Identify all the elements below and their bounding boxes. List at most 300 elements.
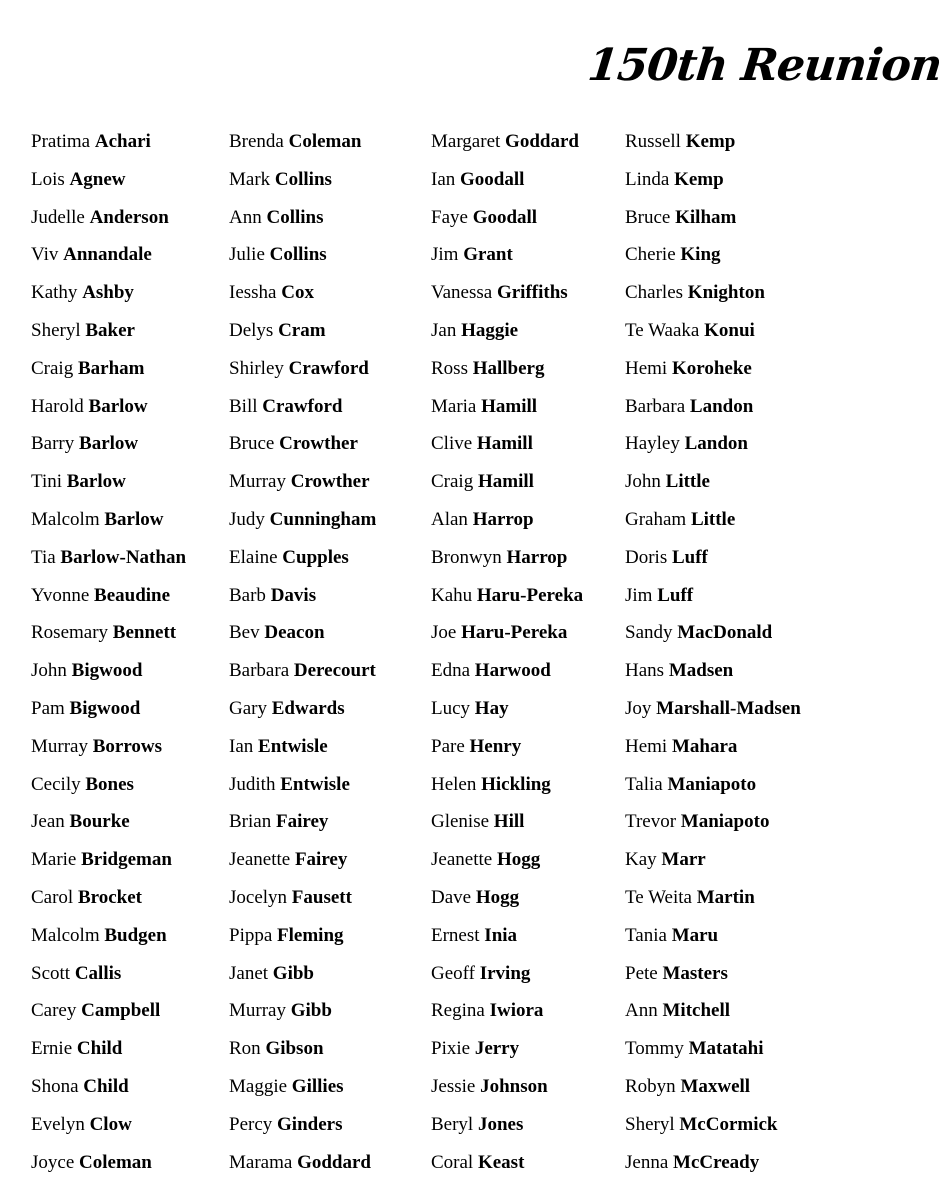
name-entry [625,161,801,199]
last-name: Hamill [477,471,534,493]
first-name: Tommy [625,1038,684,1060]
name-entry [431,123,583,161]
first-name: Jessie [431,1075,476,1097]
last-name: Haru-Pereka [461,622,568,644]
last-name: Irving [479,962,531,984]
last-name: Cunningham [269,508,377,530]
name-entry [625,728,801,766]
last-name: Harwood [474,660,551,682]
first-name: Shona [31,1075,79,1097]
last-name: Mitchell [662,1000,731,1022]
first-name: John [625,471,661,493]
first-name: Carey [31,1000,77,1022]
last-name: Jones [477,1113,524,1135]
first-name: Kahu [431,584,473,606]
name-entry [625,917,801,955]
last-name: Henry [469,735,522,757]
last-name: Clow [89,1113,132,1135]
first-name: Brenda [229,131,284,152]
first-name: Ernie [31,1038,73,1060]
name-column-2 [229,123,376,1181]
first-name: Cecily [31,773,81,795]
first-name: Delys [229,319,274,341]
last-name: Crawford [262,395,343,417]
last-name: Harrop [472,508,534,530]
first-name: Ann [625,1000,658,1022]
first-name: Hemi [625,357,668,379]
name-entry [431,1144,583,1182]
name-entry [31,539,186,577]
name-entry [431,501,583,539]
last-name: Achari [94,131,151,152]
last-name: Derecourt [293,660,376,682]
last-name: Bigwood [71,660,143,682]
first-name: Tini [31,471,62,493]
name-entry [431,274,583,312]
first-name: Judy [229,508,265,530]
name-entry [625,577,801,615]
last-name: Maniapoto [667,773,757,795]
name-entry [229,350,376,388]
last-name: Barlow [66,471,126,493]
last-name: Hamill [481,395,538,417]
name-entry [31,501,186,539]
first-name: Julie [229,244,265,266]
name-entry [625,992,801,1030]
name-entry [625,690,801,728]
name-entry [625,388,801,426]
first-name: Pare [431,735,465,757]
last-name: Hay [474,697,509,719]
first-name: Pratima [31,131,91,152]
first-name: Te Waaka [625,319,700,341]
first-name: Ernest [431,924,480,946]
first-name: Jim [625,584,653,606]
first-name: Beryl [431,1113,474,1135]
name-entry [431,766,583,804]
name-entry [31,236,186,274]
name-entry [431,917,583,955]
last-name: King [680,244,721,266]
name-entry [31,917,186,955]
name-entry [229,955,376,993]
last-name: Barlow [88,395,148,417]
last-name: Borrows [92,735,163,757]
last-name: Konui [704,319,755,341]
last-name: Davis [270,584,317,606]
last-name: Kilham [675,206,737,228]
name-entry [625,1030,801,1068]
name-entry [229,690,376,728]
name-column-3 [431,123,583,1181]
name-entry [431,350,583,388]
first-name: Sheryl [625,1113,675,1135]
name-entry [31,841,186,879]
last-name: Gillies [291,1075,344,1097]
first-name: Barry [31,433,75,455]
first-name: Iessha [229,282,277,304]
last-name: Gibb [272,962,314,984]
last-name: Goodall [472,206,538,228]
last-name: Collins [266,206,324,228]
last-name: Madsen [668,660,734,682]
last-name: Deacon [264,622,325,644]
name-entry [431,539,583,577]
first-name: Coral [431,1151,474,1173]
name-entry [625,236,801,274]
name-entry [229,161,376,199]
last-name: Callis [74,962,122,984]
name-entry [229,1144,376,1182]
first-name: Kathy [31,282,78,304]
name-entry [229,501,376,539]
first-name: Sheryl [31,319,81,341]
name-entry [431,992,583,1030]
first-name: Kay [625,849,657,871]
first-name: Rosemary [31,622,109,644]
first-name: Barb [229,584,266,606]
name-entry [229,463,376,501]
first-name: Vanessa [431,282,493,304]
last-name: Barlow-Nathan [60,546,187,568]
first-name: Malcolm [31,508,100,530]
name-entry [31,199,186,237]
last-name: Iwiora [489,1000,544,1022]
first-name: Scott [31,962,71,984]
first-name: Pete [625,962,658,984]
last-name: Bennett [112,622,177,644]
name-entry [31,652,186,690]
last-name: Beaudine [94,584,171,606]
last-name: Barlow [79,433,139,455]
last-name: Coleman [79,1151,152,1173]
name-entry [431,577,583,615]
first-name: Joy [625,697,652,719]
first-name: Graham [625,508,687,530]
first-name: Russell [625,131,681,152]
last-name: Barlow [104,508,164,530]
name-entry [31,1030,186,1068]
last-name: Cox [281,282,314,304]
last-name: Child [76,1038,123,1060]
last-name: Crowther [290,471,370,493]
name-entry [431,425,583,463]
first-name: Hayley [625,433,680,455]
first-name: Te Weita [625,886,692,908]
name-entry [625,766,801,804]
first-name: Ann [229,206,262,228]
last-name: Ashby [82,282,134,304]
last-name: Grant [463,244,513,266]
last-name: Haru-Pereka [476,584,584,606]
last-name: Bigwood [69,697,141,719]
name-entry [31,728,186,766]
last-name: Gibson [265,1038,324,1060]
name-entry [229,425,376,463]
first-name: Pam [31,697,65,719]
name-entry [625,841,801,879]
name-entry [229,1068,376,1106]
first-name: Glenise [431,811,490,833]
name-entry [625,274,801,312]
last-name: Koroheke [671,357,752,379]
first-name: Charles [625,282,684,304]
first-name: Sandy [625,622,673,644]
last-name: Entwisle [280,773,350,795]
last-name: Haggie [461,319,519,341]
last-name: Maru [671,924,719,946]
first-name: Judith [229,773,276,795]
first-name: Shirley [229,357,284,379]
first-name: Clive [431,433,473,455]
first-name: Bill [229,395,258,417]
name-entry [625,1068,801,1106]
first-name: Bruce [229,433,275,455]
name-entry [431,161,583,199]
name-entry [229,123,376,161]
name-entry [625,879,801,917]
last-name: Luff [657,584,694,606]
name-entry [31,274,186,312]
name-entry [31,690,186,728]
name-entry [31,1068,186,1106]
first-name: Ian [229,735,254,757]
last-name: Campbell [81,1000,161,1022]
first-name: Brian [229,811,272,833]
first-name: Edna [431,660,471,682]
first-name: Bruce [625,206,671,228]
first-name: Alan [431,508,468,530]
last-name: Budgen [104,924,167,946]
name-entry [229,1030,376,1068]
name-entry [431,614,583,652]
name-entry [229,388,376,426]
first-name: Pippa [229,924,273,946]
name-entry [31,879,186,917]
last-name: Landon [684,433,748,455]
first-name: Jim [431,244,459,266]
name-entry [625,539,801,577]
last-name: Bridgeman [81,849,172,871]
name-entry [229,766,376,804]
last-name: Agnew [69,168,126,190]
first-name: Tia [31,546,56,568]
last-name: Crowther [279,433,358,455]
name-entry [31,463,186,501]
last-name: Cram [278,319,326,341]
first-name: Evelyn [31,1113,85,1135]
first-name: Carol [31,886,74,908]
name-entry [229,803,376,841]
last-name: McCready [673,1151,760,1173]
last-name: Little [665,471,710,493]
first-name: Ross [431,357,468,379]
last-name: Anderson [89,206,169,228]
first-name: Percy [229,1113,273,1135]
name-entry [31,614,186,652]
first-name: Mark [229,168,271,190]
last-name: Fairey [275,811,329,833]
first-name: Bronwyn [431,546,502,568]
last-name: Goddard [505,131,579,152]
last-name: Johnson [480,1075,548,1097]
name-entry [625,652,801,690]
first-name: Robyn [625,1075,676,1097]
first-name: Pixie [431,1038,471,1060]
name-entry [431,841,583,879]
last-name: Hogg [496,849,541,871]
name-entry [31,123,186,161]
first-name: Barbara [625,395,686,417]
first-name: Murray [229,471,286,493]
first-name: Jeanette [431,849,493,871]
first-name: Jocelyn [229,886,288,908]
first-name: Geoff [431,962,475,984]
name-entry [431,199,583,237]
name-entry [431,803,583,841]
first-name: Jan [431,319,457,341]
last-name: Cupples [282,546,349,568]
name-entry [31,803,186,841]
first-name: John [31,660,67,682]
last-name: Edwards [271,697,345,719]
name-entry [229,879,376,917]
name-entry [229,614,376,652]
name-entry [229,841,376,879]
first-name: Jeanette [229,849,291,871]
last-name: Keast [477,1151,525,1173]
first-name: Malcolm [31,924,100,946]
last-name: Jerry [474,1038,520,1060]
first-name: Murray [31,735,88,757]
first-name: Bev [229,622,260,644]
first-name: Joyce [31,1151,75,1173]
first-name: Judelle [31,206,85,228]
name-entry [31,388,186,426]
name-entry [625,955,801,993]
last-name: Maxwell [680,1075,751,1097]
last-name: Annandale [63,244,152,266]
first-name: Cherie [625,244,676,266]
last-name: Fleming [277,924,344,946]
last-name: Masters [662,962,728,984]
first-name: Dave [431,886,472,908]
first-name: Yvonne [31,584,90,606]
name-entry [431,1030,583,1068]
name-entry [431,652,583,690]
name-column-4 [625,123,801,1181]
last-name: Hamill [476,433,533,455]
name-entry [229,992,376,1030]
last-name: Mahara [671,735,738,757]
name-entry [431,879,583,917]
name-entry [625,350,801,388]
last-name: Fairey [294,849,348,871]
name-entry [31,1106,186,1144]
first-name: Hemi [625,735,668,757]
first-name: Tania [625,924,667,946]
name-entry [31,577,186,615]
first-name: Ron [229,1038,261,1060]
first-name: Gary [229,697,267,719]
last-name: Maniapoto [680,811,770,833]
last-name: Little [690,508,736,530]
name-entry [625,425,801,463]
last-name: Child [83,1075,129,1097]
last-name: Coleman [288,131,362,152]
first-name: Talia [625,773,663,795]
last-name: Hickling [481,773,551,795]
first-name: Hans [625,660,665,682]
first-name: Ian [431,168,456,190]
name-entry [431,1068,583,1106]
last-name: Goodall [460,168,525,190]
name-entry [625,123,801,161]
first-name: Maria [431,395,477,417]
last-name: McCormick [679,1113,778,1135]
name-entry [31,766,186,804]
last-name: Gibb [290,1000,332,1022]
last-name: Bones [85,773,134,795]
name-entry [431,690,583,728]
last-name: Martin [696,886,755,908]
name-entry [31,1144,186,1182]
first-name: Regina [431,1000,485,1022]
last-name: Inia [484,924,518,946]
page-title: 150th Reunion [585,40,944,91]
name-entry [31,955,186,993]
last-name: Knighton [687,282,765,304]
name-entry [625,1144,801,1182]
first-name: Joe [431,622,457,644]
first-name: Viv [31,244,59,266]
last-name: Entwisle [258,735,328,757]
last-name: Crawford [288,357,369,379]
name-entry [229,199,376,237]
first-name: Faye [431,206,468,228]
name-entry [431,463,583,501]
name-entry [625,199,801,237]
name-entry [625,312,801,350]
first-name: Helen [431,773,477,795]
name-entry [229,1106,376,1144]
last-name: Marr [661,849,706,871]
name-entry [625,463,801,501]
first-name: Jean [31,811,65,833]
last-name: Hallberg [472,357,545,379]
name-entry [431,1106,583,1144]
last-name: Griffiths [496,282,568,304]
last-name: Hill [493,811,525,833]
name-entry [229,728,376,766]
name-entry [431,728,583,766]
first-name: Marie [31,849,77,871]
name-entry [625,803,801,841]
name-entry [431,955,583,993]
name-entry [625,614,801,652]
first-name: Lucy [431,697,471,719]
name-entry [31,425,186,463]
last-name: Kemp [685,131,736,152]
first-name: Harold [31,395,84,417]
last-name: Matatahi [688,1038,764,1060]
name-entry [229,652,376,690]
name-entry [625,501,801,539]
last-name: Collins [274,168,332,190]
last-name: Kemp [674,168,724,190]
first-name: Barbara [229,660,290,682]
name-entry [431,236,583,274]
